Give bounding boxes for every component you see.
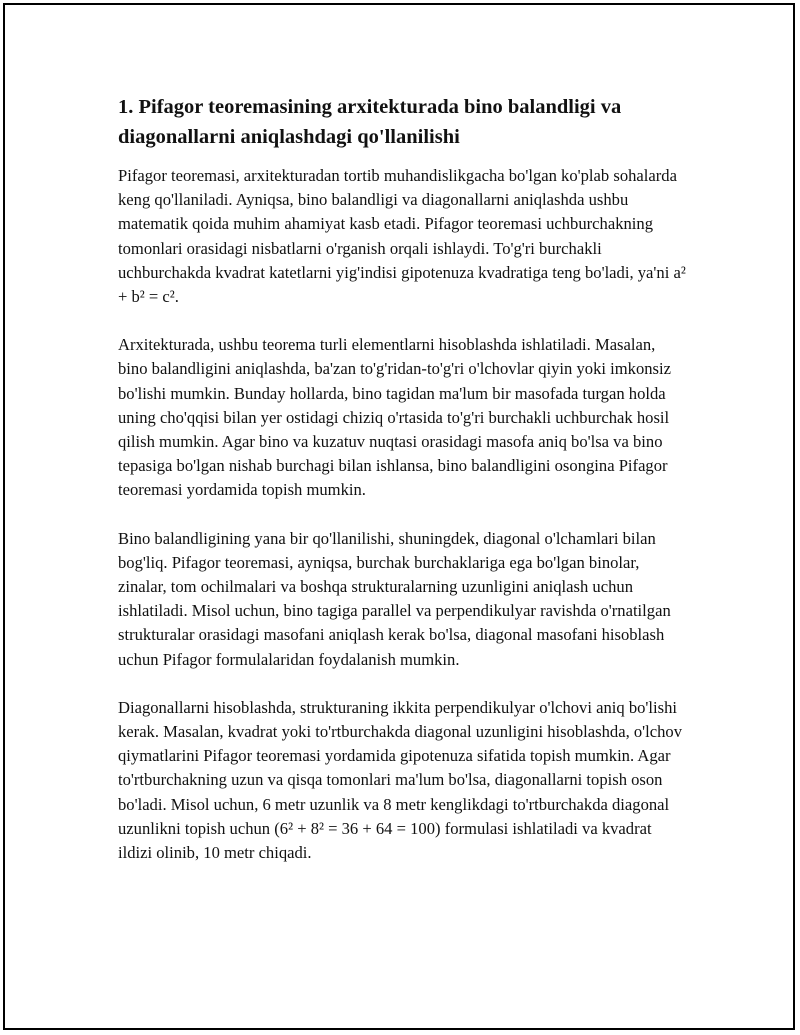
paragraph-diagonal-calculation: Diagonallarni hisoblashda, strukturaning ikkita perpendikulyar o'lchovi aniq bo'lishi kerak. Masalan, kvadrat yoki to'rtburchakda diagonal uzunligini hisoblashda, o'lchov qiymatlarini Pifagor teoremasi yordamida gipotenuza sifatida topish mumkin. Agar to'rtburchakning uzun va qisqa tomonlari ma'lum bo'lsa, diagonallarni topish oson bo'ladi. Misol uchun, 6 metr uzunlik va 8 metr kenglikdagi to'rtburchakda diagonal uzunlikni topish uchun (6² + 8² = 36 + 64 = 100) formulasi ishlatiladi va kvadrat ildizi olinib, 10 metr chiqadi. [118,697,683,863]
document-body [118,92,688,889]
paragraph-architecture: Arxitekturada, ushbu teorema turli elementlarni hisoblashda ishlatiladi. Masalan, bino balandligini aniqlashda, ba'zan to'g'ridan-to'g'ri o'lchovlar qiyin yoki imkonsiz bo'lishi mumkin. Bunday hollarda, bino tagidan ma'lum bir masofada turgan holda uning cho'qqisi bilan yer ostidagi chiziq o'rtasida to'g'ri burchakli uchburchak hosil qilish mumkin. Agar bino va kuzatuv nuqtasi orasidagi masofa aniq bo'lsa va bino tepasiga bo'lgan nishab burchagi bilan ishlansa, bino balandligini osongina Pifagor teoremasi yordamida topish mumkin. [118,335,671,500]
paragraph-intro: Pifagor teoremasi, arxitekturadan tortib muhandislikgacha bo'lgan ko'plab sohalarda keng qo'llaniladi. Ayniqsa, bino balandligi va diagonallarni aniqlashda ushbu matematik qoida muhim ahamiyat kasb etadi. Pifagor teoremasi uchburchakning tomonlari orasidagi nisbatlarni o'rganish orqali ishlaydi. To'g'ri burchakli uchburchakda kvadrat katetlarni yig'indisi gipotenuza kvadratiga teng bo'ladi, ya'ni a² + b² = c². [118,166,686,307]
paragraph-diagonal-dimensions: Bino balandligining yana bir qo'llanilishi, shuningdek, diagonal o'lchamlari bilan bog'liq. Pifagor teoremasi, ayniqsa, burchak burchaklariga ega bo'lgan binolar, zinalar, tom ochilmalari va boshqa strukturalarning uzunligini aniqlash uchun ishlatiladi. Misol uchun, bino tagiga parallel va perpendikulyar ravishda o'rnatilgan strukturalar orasidagi masofani aniqlash kerak bo'lsa, diagonal masofani hisoblash uchun Pifagor formulalaridan foydalanish mumkin. [118,528,671,669]
section-heading: 1. Pifagor teoremasining arxitekturada bino balandligi va diagonallarni aniqlashdagi qo'llanilishi [118,96,622,148]
